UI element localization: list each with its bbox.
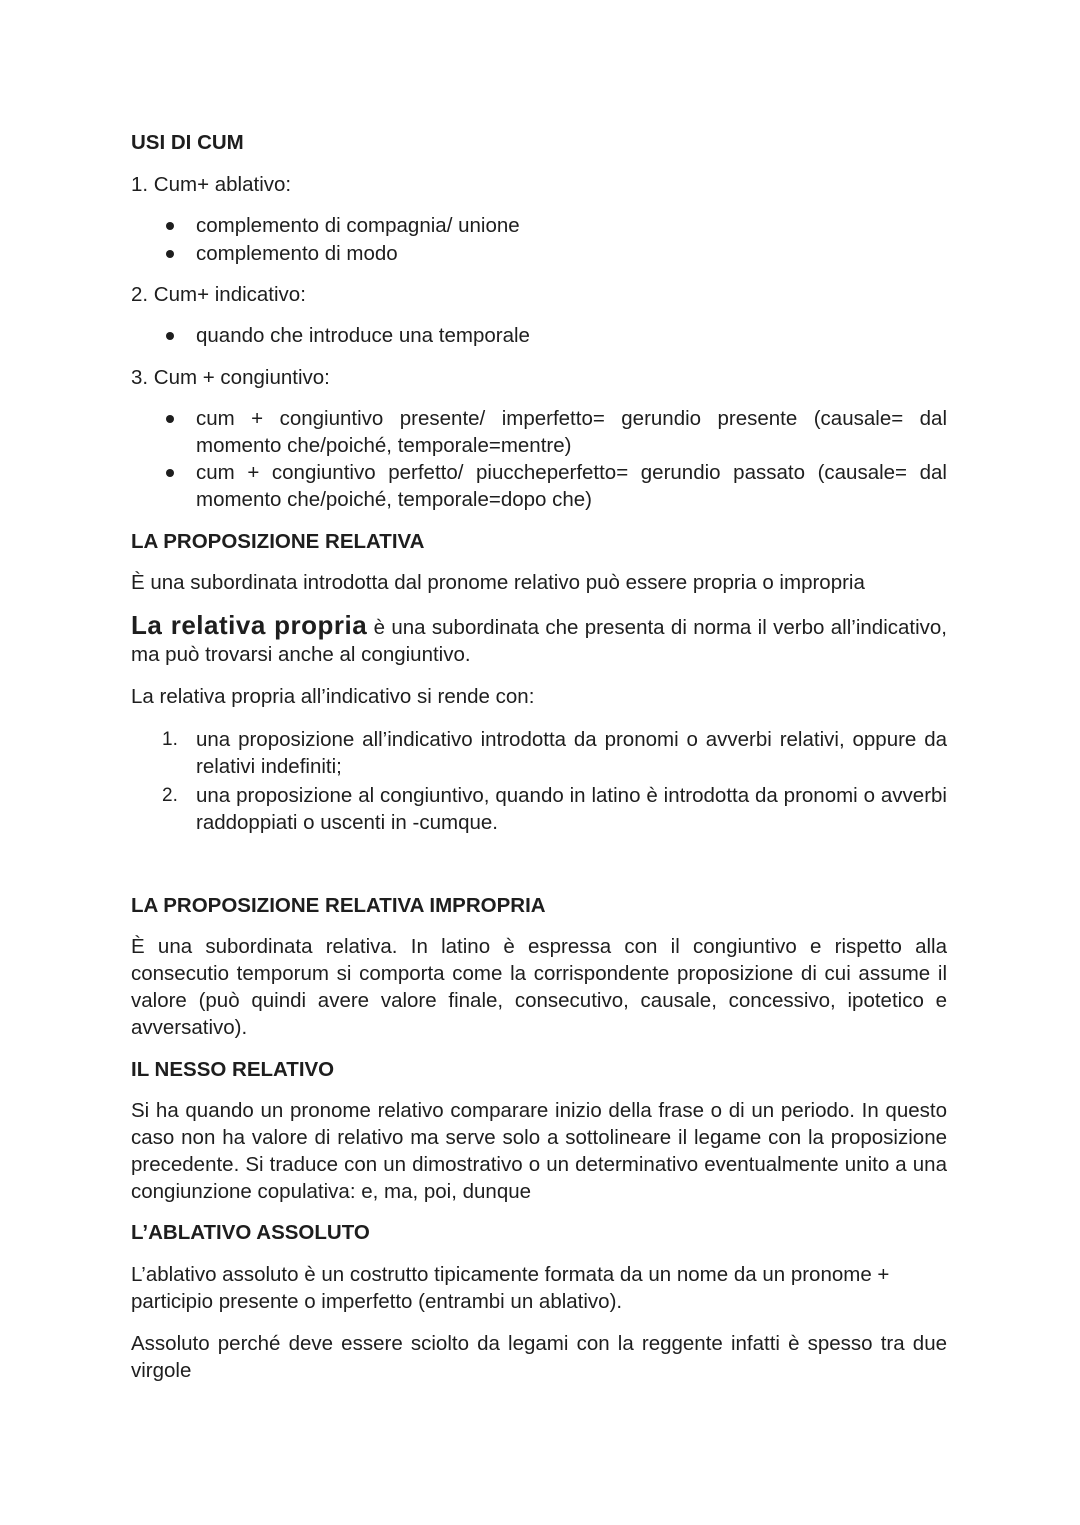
list-item: complemento di compagnia/ unione [196, 212, 947, 239]
bullet-icon [166, 415, 174, 423]
list-item: quando che introduce una temporale [196, 322, 947, 349]
bullet-icon [166, 332, 174, 340]
relativa-rende-con: La relativa propria all’indicativo si rende con: [131, 685, 535, 708]
heading-nesso-relativo: IL NESSO RELATIVO [131, 1058, 335, 1081]
list-item: complemento di modo [196, 240, 947, 267]
cum-item-1: 1. Cum+ ablativo: [131, 173, 292, 196]
heading-ablativo-assoluto: L’ABLATIVO ASSOLUTO [131, 1221, 370, 1244]
relativa-intro: È una subordinata introdotta dal pronome relativo può essere propria o impropria [131, 571, 865, 594]
nesso-paragraph: Si ha quando un pronome relativo comparare inizio della frase o di un periodo. In questo caso non ha valore di relativo ma serve solo a sottolineare il legame con la proposizione precedente. Si traduce con un dimostrativo o un determinativo eventualmente unito a una congiunzione copulativa: e, ma, poi, dunque [131, 1099, 947, 1203]
impropria-paragraph: È una subordinata relativa. In latino è espressa con il congiuntivo e rispetto alla consecutio temporum si comporta come la corrispondente proposizione di cui assume il valore (può quindi avere valore finale, consecutivo, causale, concessivo, ipotetico e avversativo). [131, 935, 947, 1039]
bullet-icon [166, 469, 174, 477]
relativa-propria-paragraph: La relativa propria è una subordinata che presenta di norma il verbo all’indicativo, ma può trovarsi anche al congiuntivo. [131, 610, 947, 666]
cum-item-2: 2. Cum+ indicativo: [131, 283, 306, 306]
bullet-icon [166, 222, 174, 230]
list-item: 2. una proposizione al congiuntivo, quando in latino è introdotta da pronomi o avverbi raddoppiati o uscenti in -cumque. [162, 784, 947, 834]
list-item: 1. una proposizione all’indicativo introdotta da pronomi o avverbi relativi, oppure da relativi indefiniti; [162, 728, 947, 778]
heading-relativa-impropria: LA PROPOSIZIONE RELATIVA IMPROPRIA [131, 894, 546, 917]
bullet-icon [166, 250, 174, 258]
ablativo-paragraph-1: L’ablativo assoluto è un costrutto tipicamente formata da un nome da un pronome + participio presente o imperfetto (entrambi un ablativo). [131, 1263, 890, 1313]
relativa-propria-term: La relativa propria [131, 610, 368, 640]
list-item: cum + congiuntivo presente/ imperfetto= gerundio presente (causale= dal momento che/poiché, temporale=mentre) [196, 405, 947, 459]
list-item: cum + congiuntivo perfetto/ piuccheperfetto= gerundio passato (causale= dal momento che/poiché, temporale=dopo che) [196, 459, 947, 513]
heading-proposizione-relativa: LA PROPOSIZIONE RELATIVA [131, 530, 425, 553]
ablativo-paragraph-2: Assoluto perché deve essere sciolto da legami con la reggente infatti è spesso tra due virgole [131, 1332, 947, 1382]
heading-usi-di-cum: USI DI CUM [131, 131, 244, 154]
cum-item-3: 3. Cum + congiuntivo: [131, 366, 330, 389]
